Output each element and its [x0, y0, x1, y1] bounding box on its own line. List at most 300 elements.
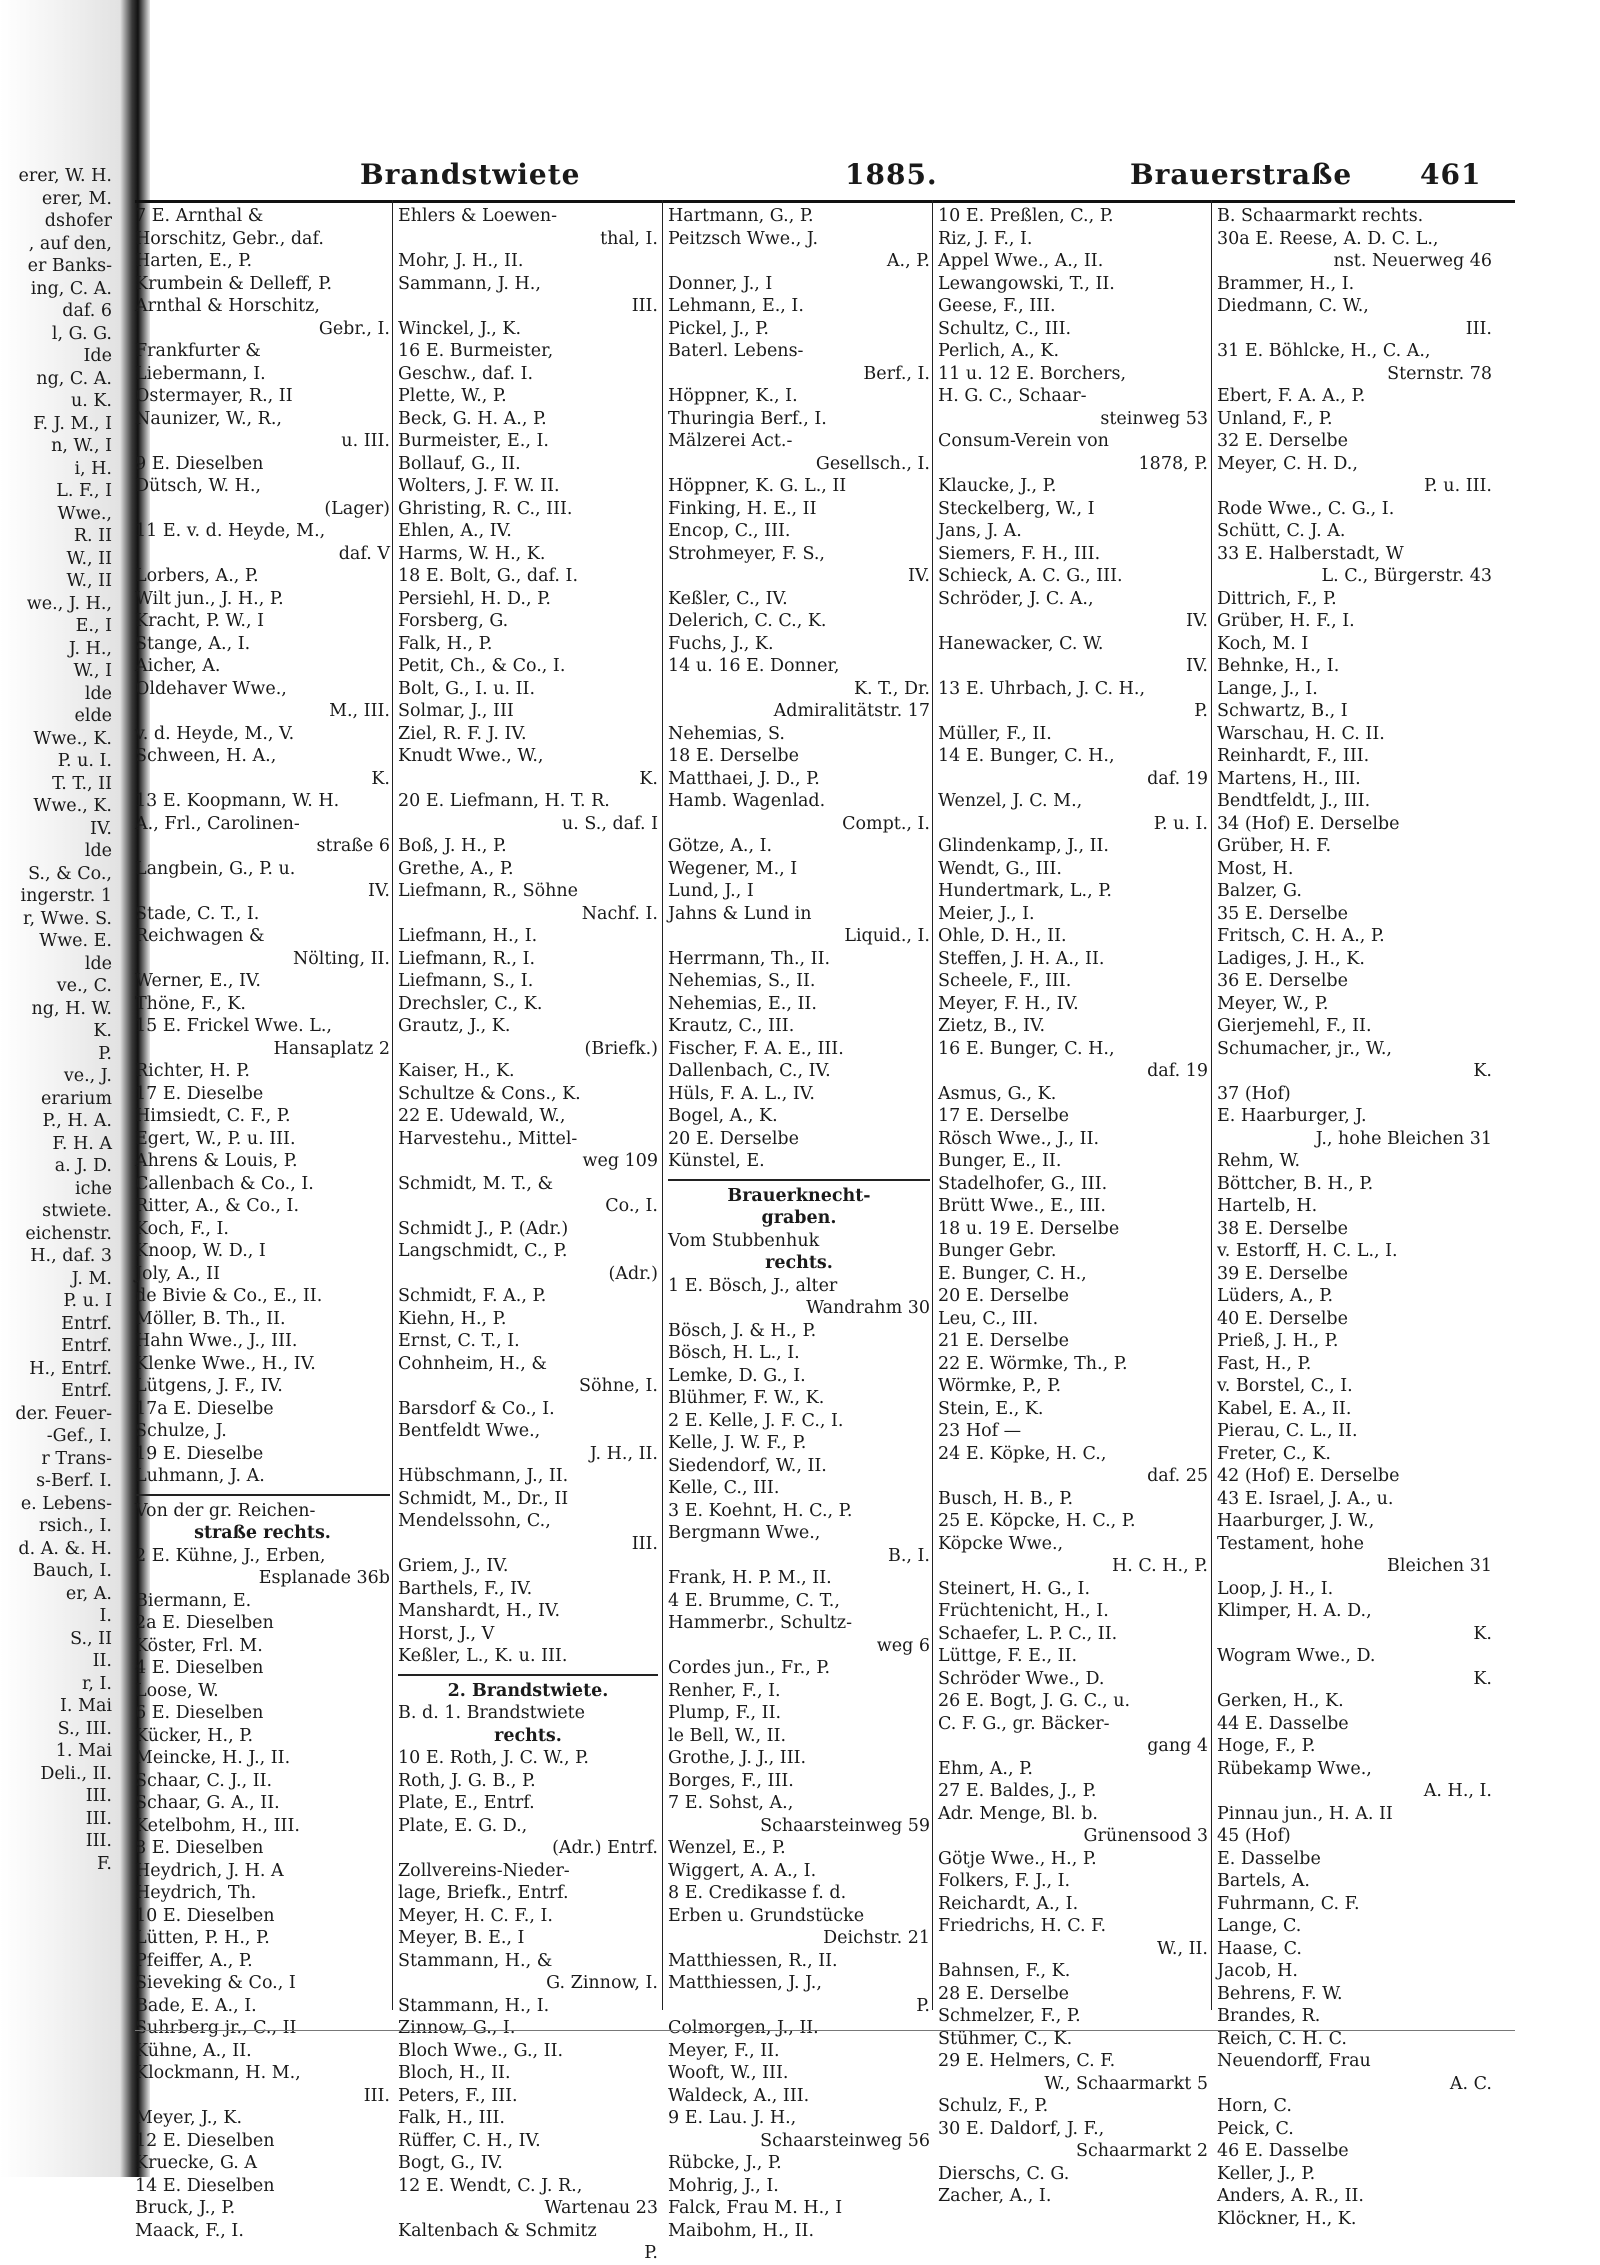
directory-entry: Keßler, C., IV. [668, 588, 788, 609]
directory-entry: Grüber, H. F. [1217, 836, 1332, 856]
directory-entry: Hoge, F., P. [1217, 1736, 1316, 1756]
directory-entry: Waldeck, A., III. [668, 2085, 810, 2106]
directory-entry: 20 E. Derselbe [668, 1128, 799, 1149]
directory-entry: Bendtfeldt, J., III. [1217, 791, 1371, 811]
fragment-line: III. [85, 1831, 112, 1851]
directory-entry: Ehlers & Loewen- [398, 206, 558, 226]
directory-entry: Meyer, H. C. F., I. [398, 1905, 553, 1926]
fragment-line: u. K. [70, 391, 112, 411]
fragment-line: Wwe., K. [33, 728, 112, 749]
fragment-line: we., J. H., [26, 593, 112, 614]
directory-entry: K. [1473, 1668, 1492, 1689]
directory-entry: Grethe, A., P. [398, 858, 514, 879]
fragment-line: 1. Mai [55, 1741, 112, 1761]
directory-entry: Meyer, B. E., I [398, 1928, 525, 1948]
directory-entry: 2 E. Kühne, J., Erben, [135, 1545, 326, 1566]
directory-entry: A., Frl., Carolinen- [135, 813, 300, 834]
directory-entry: Brammer, H., I. [1217, 273, 1355, 294]
directory-page [130, 0, 1530, 2263]
fragment-line: lde [84, 953, 112, 974]
directory-entry: Bartels, A. [1217, 1871, 1310, 1891]
directory-entry: Fischer, F. A. E., III. [668, 1038, 844, 1059]
directory-entry: Winckel, J., K. [398, 318, 522, 339]
directory-entry: Von der gr. Reichen- [135, 1500, 316, 1521]
fragment-line: er Banks- [27, 256, 112, 276]
column-2 [398, 205, 658, 2263]
directory-entry: III. [1465, 318, 1492, 339]
directory-entry: Borges, F., III. [668, 1770, 794, 1791]
directory-entry: 6 E. Dieselben [135, 1703, 264, 1723]
directory-entry: Geese, F., III. [938, 296, 1056, 316]
directory-entry: 33 E. Halberstadt, W [1217, 543, 1404, 564]
directory-entry: E. Dasselbe [1217, 1848, 1321, 1869]
directory-entry: 30a E. Reese, A. D. C. L., [1217, 228, 1439, 249]
fragment-line: er, A. [65, 1583, 112, 1604]
directory-entry: Lewangowski, T., II. [938, 273, 1115, 294]
directory-entry: III. [631, 1533, 658, 1554]
fragment-line: IV. [89, 818, 112, 839]
directory-entry: Siemers, F. H., III. [938, 543, 1101, 564]
fragment-line: ing, C. A. [30, 278, 112, 299]
directory-entry: Lund, J., I [668, 881, 754, 901]
directory-entry: Oldehaver Wwe., [135, 678, 287, 699]
directory-entry: Martens, H., III. [1217, 768, 1361, 789]
fragment-line: a. J. D. [54, 1156, 112, 1176]
directory-entry: P. u. III. [1423, 476, 1492, 496]
directory-entry: Kelle, J. W. F., P. [668, 1433, 807, 1453]
directory-entry: Richter, H. P. [135, 1061, 250, 1081]
directory-entry: 44 E. Dasselbe [1217, 1713, 1349, 1734]
directory-entry: Bunger, E., II. [938, 1151, 1062, 1171]
directory-entry: Bollauf, G., II. [398, 453, 521, 474]
directory-entry: Bösch, J. & H., P. [668, 1320, 817, 1341]
directory-entry: Gierjemehl, F., II. [1217, 1016, 1372, 1036]
section-heading: straße rechts. [194, 1523, 331, 1543]
directory-entry: A. H., I. [1423, 1781, 1492, 1801]
directory-entry: 25 E. Köpcke, H. C., P. [938, 1511, 1136, 1531]
directory-entry: Schween, H. A., [135, 746, 277, 766]
directory-entry: Reinhardt, F., III. [1217, 746, 1370, 766]
directory-entry: Kücker, H., P. [135, 1725, 254, 1746]
section-heading: rechts. [765, 1253, 833, 1273]
directory-entry: Rösch Wwe., J., II. [938, 1128, 1100, 1149]
directory-entry: Koch, F., I. [135, 1218, 229, 1239]
directory-entry: 16 E. Burmeister, [398, 341, 554, 361]
directory-entry: Gesellsch., I. [815, 453, 930, 474]
directory-entry: 2a E. Dieselben [135, 1613, 274, 1633]
directory-entry: IV. [367, 881, 390, 901]
fragment-line: F. H. A [52, 1133, 112, 1154]
fragment-line: l, G. G. [51, 323, 112, 344]
directory-entry: Klenke Wwe., H., IV. [135, 1353, 316, 1374]
directory-entry: Prieß, J. H., P. [1217, 1331, 1339, 1351]
directory-entry: Delerich, C. C., K. [668, 611, 827, 631]
column-divider [1211, 200, 1212, 2010]
directory-entry: Ziel, R. F. J. IV. [398, 723, 527, 744]
directory-entry: Cohnheim, H., & [398, 1353, 547, 1374]
directory-entry: Ghristing, R. C., III. [398, 498, 573, 519]
directory-entry: Haase, C. [1217, 1938, 1302, 1959]
directory-entry: Steckelberg, W., I [938, 498, 1095, 519]
directory-entry: P. [916, 1995, 930, 2016]
directory-entry: Meier, J., I. [938, 903, 1035, 924]
directory-entry: Persiehl, H. D., P. [398, 588, 551, 609]
directory-entry: Appel Wwe., A., II. [938, 251, 1104, 271]
fragment-line: r, I. [81, 1673, 112, 1694]
directory-entry: Lütten, P. H., P. [135, 1928, 270, 1948]
directory-entry: u. S., daf. I [562, 813, 658, 834]
directory-entry: Suhrberg jr., C., II [135, 2018, 297, 2038]
previous-page-fragment [0, 165, 118, 2035]
directory-entry: Horschitz, Gebr., daf. [135, 228, 324, 249]
directory-entry: Schultze & Cons., K. [398, 1083, 581, 1104]
directory-entry: 22 E. Udewald, W., [398, 1106, 566, 1126]
fragment-line: J. H., [68, 638, 112, 659]
header-rule [135, 200, 1515, 203]
directory-entry: 4 E. Brumme, C. T., [668, 1590, 840, 1611]
column-divider [662, 200, 663, 2010]
directory-entry: K. [1473, 1061, 1492, 1081]
fragment-line: H., daf. 3 [30, 1246, 112, 1266]
directory-entry: v. Borstel, C., I. [1217, 1376, 1353, 1396]
directory-entry: Loop, J. H., I. [1217, 1578, 1334, 1599]
directory-entry: Maack, F., I. [135, 2220, 244, 2241]
directory-entry: Sammann, J. H., [398, 273, 541, 294]
fragment-line: III. [85, 1808, 112, 1829]
directory-entry: IV. [1185, 656, 1208, 676]
directory-entry: Thuringia Berf., I. [668, 408, 827, 429]
directory-entry: Krautz, C., III. [668, 1016, 795, 1036]
directory-entry: daf. 19 [1147, 768, 1208, 789]
fragment-line: K. [93, 1021, 112, 1041]
directory-entry: 19 E. Dieselbe [135, 1443, 264, 1464]
directory-entry: 3 E. Koehnt, H. C., P. [668, 1500, 853, 1521]
directory-entry: C. F. G., gr. Bäcker- [938, 1713, 1110, 1734]
directory-entry: Steinert, H. G., I. [938, 1578, 1091, 1599]
directory-entry: 10 E. Dieselben [135, 1905, 275, 1926]
fragment-line: d. A. &. H. [18, 1538, 112, 1559]
directory-entry: Himsiedt, C. F., P. [135, 1106, 291, 1126]
directory-entry: III. [631, 296, 658, 316]
directory-entry: Adr. Menge, Bl. b. [938, 1803, 1098, 1824]
directory-entry: Schaarsteinweg 56 [760, 2130, 930, 2151]
directory-entry: Köster, Frl. M. [135, 1635, 263, 1656]
directory-entry: B. d. 1. Brandstwiete [398, 1703, 586, 1723]
directory-entry: Pinnau jun., H. A. II [1217, 1803, 1393, 1824]
fragment-line: P., H. A. [42, 1111, 112, 1131]
directory-entry: Nehemias, S. [668, 723, 785, 744]
directory-entry: 34 (Hof) E. Derselbe [1217, 813, 1400, 834]
directory-entry: Aicher, A. [135, 656, 221, 676]
directory-entry: 23 Hof — [938, 1421, 1022, 1441]
directory-entry: 31 E. Böhlcke, H., C. A., [1217, 341, 1431, 361]
directory-entry: Warschau, H. C. II. [1217, 723, 1385, 744]
fragment-line: III. [85, 1786, 112, 1806]
directory-entry: 21 E. Derselbe [938, 1331, 1069, 1351]
fragment-line: elde [74, 706, 112, 726]
directory-entry: L. C., Bürgerstr. 43 [1321, 566, 1492, 586]
directory-entry: 14 E. Bunger, C. H., [938, 746, 1115, 766]
directory-entry: weg 109 [582, 1151, 658, 1171]
fragment-line: , auf den, [28, 233, 112, 254]
directory-entry: 26 E. Bogt, J. G. C., u. [938, 1691, 1131, 1711]
directory-entry: Bösch, H. L., I. [668, 1343, 800, 1363]
directory-entry: Schmidt J., P. (Adr.) [398, 1218, 569, 1239]
directory-entry: 46 E. Dasselbe [1217, 2141, 1349, 2161]
directory-entry: Kaltenbach & Schmitz [398, 2220, 597, 2241]
directory-entry: 39 E. Derselbe [1217, 1263, 1348, 1284]
directory-entry: Kruecke, G. A [135, 2153, 258, 2173]
directory-entry: Knudt Wwe., W., [398, 746, 544, 766]
directory-entry: Bentfeldt Wwe., [398, 1421, 541, 1441]
directory-entry: Wendt, G., III. [938, 858, 1062, 879]
directory-entry: Griem, J., IV. [398, 1556, 509, 1576]
directory-entry: Lemke, D. G., I. [668, 1365, 806, 1386]
fragment-line: der. Feuer- [15, 1403, 112, 1424]
directory-entry: 30 E. Daldorf, J. F., [938, 2118, 1105, 2139]
directory-entry: le Bell, W., II. [668, 1725, 787, 1746]
fragment-line: lde [84, 841, 112, 861]
directory-entry: de Bivie & Co., E., II. [135, 1286, 323, 1306]
directory-entry: Matthaei, J. D., P. [668, 768, 820, 789]
fragment-line: F. J. M., I [33, 413, 112, 434]
column-5 [1217, 205, 1492, 2229]
directory-entry: Hamb. Wagenlad. [668, 791, 826, 811]
directory-entry: Renher, F., I. [668, 1680, 781, 1701]
fragment-line: Deli., II. [40, 1763, 112, 1784]
directory-entry: Erben u. Grundstücke [668, 1905, 865, 1926]
directory-entry: Luhmann, J. A. [135, 1466, 265, 1486]
directory-entry: 37 (Hof) [1217, 1083, 1291, 1104]
directory-entry: 13 E. Koopmann, W. H. [135, 791, 340, 811]
section-heading: 2. Brandstwiete. [447, 1680, 609, 1701]
directory-entry: Brandes, R. [1217, 2006, 1321, 2026]
directory-entry: 22 E. Wörmke, Th., P. [938, 1353, 1128, 1374]
directory-entry: Petit, Ch., & Co., I. [398, 656, 566, 676]
directory-entry: Jans, J. A. [938, 521, 1022, 541]
directory-entry: 7 E. Arnthal & [135, 206, 264, 226]
directory-entry: Barthels, F., IV. [398, 1578, 533, 1599]
directory-entry: Balzer, G. [1217, 881, 1302, 901]
directory-entry: Kelle, C., III. [668, 1478, 780, 1498]
section-rule [135, 1494, 390, 1496]
fragment-line: stwiete. [42, 1201, 112, 1221]
directory-entry: Harten, E., P. [135, 251, 253, 271]
directory-entry: Sieveking & Co., I [135, 1973, 296, 1993]
directory-entry: Beck, G. H. A., P. [398, 408, 547, 429]
column-4 [938, 205, 1208, 2206]
fragment-line: I. [99, 1606, 112, 1626]
directory-entry: Nehemias, S., II. [668, 971, 816, 991]
directory-entry: v. Estorff, H. C. L., I. [1217, 1241, 1398, 1261]
directory-entry: 36 E. Derselbe [1217, 971, 1348, 991]
directory-entry: 2 E. Kelle, J. F. C., I. [668, 1410, 844, 1431]
directory-entry: Schulze, J. [135, 1421, 227, 1441]
directory-entry: Böttcher, B. H., P. [1217, 1173, 1374, 1194]
fragment-line: W., I [73, 661, 112, 681]
directory-entry: K. [1473, 1623, 1492, 1644]
directory-entry: u. III. [341, 431, 390, 451]
column-divider [392, 200, 393, 2010]
directory-entry: 4 E. Dieselben [135, 1658, 264, 1678]
directory-entry: Stammann, H., I. [398, 1995, 550, 2016]
directory-entry: G. Zinnow, I. [546, 1973, 658, 1993]
directory-entry: Friedrichs, H. C. F. [938, 1916, 1107, 1936]
directory-entry: M., III. [329, 701, 390, 721]
fragment-line: W., II [66, 548, 112, 569]
directory-entry: Fast, H., P. [1217, 1353, 1312, 1374]
directory-entry: Höppner, K. G. L., II [668, 476, 847, 496]
directory-entry: Harms, W. H., K. [398, 543, 546, 564]
directory-entry: Compt., I. [842, 813, 930, 834]
directory-entry: Kiehn, H., P. [398, 1308, 507, 1329]
directory-entry: Loose, W. [135, 1680, 219, 1701]
directory-entry: Reichwagen & [135, 926, 265, 946]
directory-entry: Künstel, E. [668, 1151, 765, 1171]
directory-entry: Bahnsen, F., K. [938, 1961, 1071, 1981]
directory-entry: Matthiessen, J. J., [668, 1973, 822, 1993]
directory-entry: Ladiges, J. H., K. [1217, 948, 1365, 969]
directory-entry: 40 E. Derselbe [1217, 1308, 1348, 1329]
directory-entry: Perlich, A., K. [938, 341, 1060, 361]
directory-entry: H. G. C., Schaar- [938, 386, 1087, 406]
directory-entry: Cordes jun., Fr., P. [668, 1658, 831, 1678]
directory-entry: Lüders, A., P. [1217, 1286, 1334, 1306]
directory-entry: Hartmann, G., P. [668, 206, 814, 226]
directory-entry: Burmeister, E., I. [398, 431, 549, 451]
directory-entry: Mendelssohn, C., [398, 1511, 551, 1531]
directory-entry: 14 u. 16 E. Donner, [668, 656, 840, 676]
directory-entry: Ehm, A., P. [938, 1758, 1033, 1779]
fragment-line: r, Wwe. S. [23, 908, 112, 929]
directory-entry: W., Schaarmarkt 5 [1044, 2073, 1208, 2094]
fragment-line: daf. 6 [62, 301, 112, 321]
directory-entry: J., hohe Bleichen 31 [1315, 1128, 1492, 1149]
directory-entry: Meyer, J., K. [135, 2108, 243, 2128]
directory-entry: Schaarmarkt 2 [1075, 2141, 1208, 2161]
directory-entry: Ohle, D. H., II. [938, 926, 1067, 946]
directory-entry: Herrmann, Th., II. [668, 948, 831, 969]
directory-entry: Rübcke, J., P. [668, 2153, 782, 2173]
directory-entry: Falck, Frau M. H., I [668, 2198, 843, 2218]
fragment-line: ingerstr. 1 [20, 886, 112, 906]
directory-entry: Knoop, W. D., I [135, 1241, 266, 1261]
fragment-line: E., I [75, 616, 112, 636]
directory-entry: 38 E. Derselbe [1217, 1218, 1348, 1239]
directory-entry: Esplanade 36b [258, 1568, 390, 1588]
fragment-line: S., III. [57, 1718, 112, 1739]
directory-entry: Manshardt, H., IV. [398, 1601, 561, 1621]
section-heading: Brauerknecht- [727, 1185, 871, 1206]
directory-entry: Frank, H. P. M., II. [668, 1568, 832, 1588]
directory-entry: Lehmann, E., I. [668, 296, 804, 316]
fragment-line: S., & Co., [28, 863, 112, 884]
directory-entry: Meyer, F., II. [668, 2040, 780, 2061]
section-heading: rechts. [494, 1725, 562, 1746]
directory-entry: Bloch, H., II. [398, 2063, 511, 2083]
fragment-line: H., Entrf. [29, 1358, 112, 1379]
directory-entry: Meyer, C. H. D., [1217, 453, 1358, 474]
fragment-line: erarium [41, 1088, 112, 1109]
directory-entry: Mohrig, J., I. [668, 2175, 779, 2196]
directory-entry: Leu, C., III. [938, 1308, 1039, 1329]
directory-entry: 16 E. Bunger, C. H., [938, 1038, 1115, 1059]
directory-entry: Hübschmann, J., II. [398, 1466, 569, 1486]
directory-entry: Ernst, C. T., I. [398, 1331, 520, 1351]
directory-entry: IV. [1185, 611, 1208, 631]
directory-entry: Finking, H. E., II [668, 498, 817, 519]
directory-entry: Neuendorff, Frau [1217, 2051, 1371, 2071]
section-rule [668, 1179, 930, 1181]
fragment-line: Wwe. E. [39, 931, 112, 951]
directory-entry: P. [1194, 701, 1208, 721]
directory-entry: Rüffer, C. H., IV. [398, 2130, 541, 2151]
directory-entry: Dierschs, C. G. [938, 2163, 1070, 2184]
fragment-line: I. Mai [60, 1696, 112, 1716]
directory-entry: Admiralitätstr. 17 [773, 701, 930, 721]
fragment-line: e. Lebens- [20, 1493, 112, 1514]
directory-entry: Egert, W., P. u. III. [135, 1128, 296, 1149]
directory-entry: Pierau, C. L., II. [1217, 1421, 1358, 1441]
fragment-line: R. II [73, 526, 112, 546]
fragment-line: iche [74, 1178, 112, 1199]
directory-entry: Brütt Wwe., E., III. [938, 1196, 1106, 1216]
fragment-line: ng, H. W. [31, 998, 112, 1019]
directory-entry: K. [639, 768, 658, 789]
directory-entry: Götze, A., I. [668, 836, 773, 856]
directory-entry: Werner, E., IV. [135, 971, 261, 991]
directory-entry: Lütgens, J. F., IV. [135, 1376, 283, 1396]
directory-entry: steinweg 53 [1100, 408, 1208, 429]
directory-entry: 42 (Hof) E. Derselbe [1217, 1466, 1400, 1486]
directory-entry: Stange, A., I. [135, 633, 251, 654]
directory-entry: thal, I. [600, 228, 658, 249]
directory-entry: Schultz, C., III. [938, 318, 1072, 339]
section-heading: graben. [761, 1208, 837, 1228]
directory-entry: Liefmann, R., Söhne [398, 881, 579, 901]
fragment-line: Bauch, I. [32, 1561, 112, 1581]
fragment-line: Entrf. [61, 1313, 112, 1334]
directory-entry: Dittrich, F., P. [1217, 588, 1337, 609]
directory-entry: Wörmke, P., P. [938, 1376, 1062, 1396]
directory-entry: Langschmidt, C., P. [398, 1241, 568, 1261]
directory-entry: Lorbers, A., P. [135, 566, 259, 586]
fragment-line: S., II [70, 1628, 112, 1649]
directory-entry: Berf., I. [863, 363, 930, 384]
directory-entry: Bruck, J., P. [135, 2198, 236, 2218]
directory-entry: Früchtenicht, H., I. [938, 1601, 1109, 1621]
directory-entry: IV. [907, 566, 930, 586]
directory-entry: Gerken, H., K. [1217, 1691, 1344, 1711]
directory-entry: 28 E. Derselbe [938, 1983, 1069, 2004]
directory-entry: Wartenau 23 [544, 2198, 658, 2218]
directory-entry: Bloch Wwe., G., II. [398, 2040, 564, 2061]
directory-entry: Stammann, H., & [398, 1950, 553, 1971]
directory-entry: Lange, C. [1217, 1916, 1302, 1936]
header-street-right: Brauerstraße [1130, 158, 1353, 191]
directory-entry: 14 E. Dieselben [135, 2175, 275, 2196]
directory-entry: Harvestehu., Mittel- [398, 1128, 578, 1149]
directory-entry: Höppner, K., I. [668, 386, 798, 406]
directory-entry: Testament, hohe [1217, 1533, 1364, 1554]
directory-entry: J. H., II. [589, 1443, 658, 1464]
directory-entry: Müller, F., II. [938, 723, 1052, 744]
header-year: 1885. [845, 158, 938, 191]
directory-entry: Jacob, H. [1217, 1961, 1298, 1981]
directory-entry: Steffen, J. H. A., II. [938, 948, 1105, 969]
directory-entry: Frankfurter & [135, 341, 261, 361]
directory-entry: A., P. [886, 251, 930, 271]
